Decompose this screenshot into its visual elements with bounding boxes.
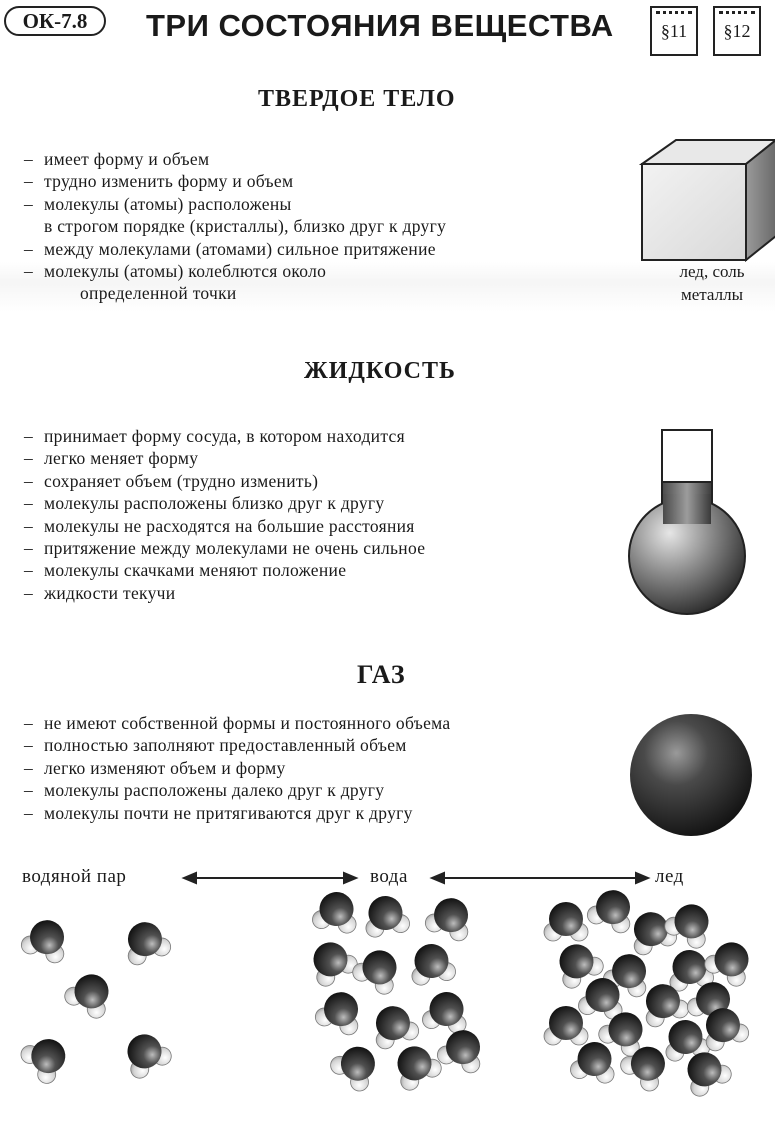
chain-label-vapor: водяной пар: [22, 866, 127, 887]
solid-property-item: [24, 148, 446, 170]
solid-property-item: [24, 260, 446, 282]
oxygen-atom: [391, 1040, 437, 1086]
oxygen-atom: [708, 936, 754, 982]
solid-property-text: молекулы (атомы) расположены: [44, 193, 292, 214]
solid-property-item: [24, 193, 446, 215]
water-molecule: [585, 890, 640, 935]
water-molecule: [421, 988, 471, 1034]
water-molecule: [61, 966, 119, 1022]
water-vapor-molecules: [17, 914, 174, 1087]
water-molecule: [327, 1037, 386, 1095]
dash-bullet: –: [24, 802, 34, 823]
chain-label-water: вода: [370, 866, 408, 887]
gas-property-text: не имеют собственной формы и постоянного объема: [44, 713, 451, 733]
gas-property-item: [24, 802, 451, 824]
code-badge: ОК-7.8: [4, 6, 106, 36]
liquid-property-item: [24, 447, 425, 469]
oxygen-atom: [68, 968, 114, 1014]
dash-bullet: –: [24, 515, 34, 536]
liquid-property-text: молекулы не расходятся на большие расстояния: [44, 515, 415, 536]
molecules-illustration: [0, 890, 775, 1123]
liquid-property-text: сохраняет объем (трудно изменить): [44, 470, 319, 491]
solid-property-item: [24, 238, 446, 260]
ice-molecules: [544, 890, 759, 1099]
paragraph-ref-2: §12: [713, 6, 761, 56]
water-molecule: [569, 1038, 619, 1084]
transition-arrows: [0, 866, 775, 892]
solid-property-item: [24, 215, 446, 237]
liquid-property-item: [24, 425, 425, 447]
solid-property-item: [24, 170, 446, 192]
gas-title: ГАЗ: [357, 660, 406, 689]
dash-bullet: –: [24, 171, 34, 192]
gas-property-text: молекулы почти не притягиваются друг к другу: [44, 802, 413, 823]
gas-property-text: легко изменяют объем и форму: [44, 757, 286, 778]
water-molecule: [544, 902, 588, 941]
solid-example-2: металлы: [680, 285, 744, 304]
dash-bullet: –: [24, 493, 34, 514]
dash-bullet: –: [24, 149, 34, 169]
liquid-title: ЖИДКОСТЬ: [304, 358, 456, 384]
oxygen-atom: [24, 1032, 72, 1080]
oxygen-atom: [549, 1006, 583, 1040]
solid-property-text: трудно изменить форму и объем: [44, 171, 294, 192]
solid-title: ТВЕРДОЕ ТЕЛО: [258, 86, 456, 112]
dash-bullet: –: [24, 261, 34, 282]
oxygen-atom: [121, 1028, 167, 1074]
solid-examples: [652, 260, 772, 306]
flask-icon: [624, 428, 750, 618]
liquid-property-text: жидкости текучи: [44, 582, 176, 603]
water-molecule: [361, 892, 411, 938]
dash-bullet: –: [24, 560, 34, 581]
oxygen-atom: [356, 944, 402, 990]
gas-properties: [24, 712, 451, 824]
oxygen-atom: [334, 1040, 382, 1088]
liquid-properties: [24, 425, 425, 604]
page-title: ТРИ СОСТОЯНИЯ ВЕЩЕСТВА: [146, 8, 614, 43]
water-molecule: [19, 914, 74, 966]
water-molecule: [311, 890, 361, 935]
dash-bullet: –: [24, 238, 34, 259]
dash-bullet: –: [24, 538, 34, 559]
dash-bullet: –: [24, 735, 34, 756]
oxygen-atom: [553, 938, 599, 984]
solid-property-text: имеет форму и объем: [44, 149, 210, 169]
liquid-property-item: [24, 559, 425, 581]
gas-property-item: [24, 779, 451, 801]
liquid-property-item: [24, 470, 425, 492]
liquid-property-item: [24, 515, 425, 537]
solid-example-1: лед, соль: [679, 262, 745, 281]
dash-bullet: –: [24, 780, 34, 801]
liquid-property-item: [24, 582, 425, 604]
water-molecule: [117, 1026, 175, 1082]
oxygen-atom: [549, 902, 583, 936]
gas-property-text: молекулы расположены далеко друг к другу: [44, 780, 385, 801]
paragraph-ref-1: §11: [650, 6, 698, 56]
solid-properties: [24, 148, 446, 305]
water-molecule: [366, 1000, 421, 1052]
dash-bullet: –: [24, 757, 34, 778]
dash-bullet: –: [24, 193, 34, 214]
liquid-property-item: [24, 537, 425, 559]
water-molecule: [349, 942, 407, 998]
chain-label-ice: лед: [655, 866, 684, 887]
water-molecule: [313, 986, 368, 1038]
liquid-property-text: притяжение между молекулами не очень сильное: [44, 538, 426, 559]
gas-property-item: [24, 734, 451, 756]
dash-bullet: –: [24, 426, 34, 446]
dash-bullet: –: [24, 448, 34, 469]
solid-property-text: определенной точки: [80, 283, 237, 304]
dash-bullet: –: [24, 713, 34, 733]
water-molecule: [118, 916, 173, 968]
solid-property-text: в строгом порядке (кристаллы), близко друг к другу: [44, 216, 447, 237]
liquid-water-molecules: [303, 890, 490, 1095]
water-molecule: [17, 1028, 75, 1087]
water-molecule: [423, 892, 478, 944]
oxygen-atom: [307, 936, 353, 982]
solid-property-item: [24, 282, 446, 304]
water-molecule: [387, 1038, 445, 1094]
liquid-property-text: молекулы скачками меняют положение: [44, 560, 347, 581]
liquid-property-text: принимает форму сосуда, в котором находится: [44, 426, 405, 446]
gas-property-item: [24, 712, 451, 734]
solid-property-text: молекулы (атомы) колеблются около: [44, 261, 327, 282]
liquid-property-text: молекулы расположены близко друг к другу: [44, 493, 385, 514]
water-molecule: [435, 1024, 490, 1076]
water-molecule: [303, 934, 361, 990]
cube-icon: [636, 138, 775, 262]
dash-bullet: –: [24, 582, 34, 603]
gas-property-text: полностью заполняют предоставленный объем: [44, 735, 407, 756]
liquid-property-text: легко меняет форму: [44, 448, 199, 469]
liquid-property-item: [24, 492, 425, 514]
gas-property-item: [24, 757, 451, 779]
dash-bullet: –: [24, 470, 34, 491]
sphere-icon: [628, 712, 754, 838]
solid-property-text: между молекулами (атомами) сильное притяжение: [44, 238, 436, 259]
water-molecule: [407, 940, 457, 986]
